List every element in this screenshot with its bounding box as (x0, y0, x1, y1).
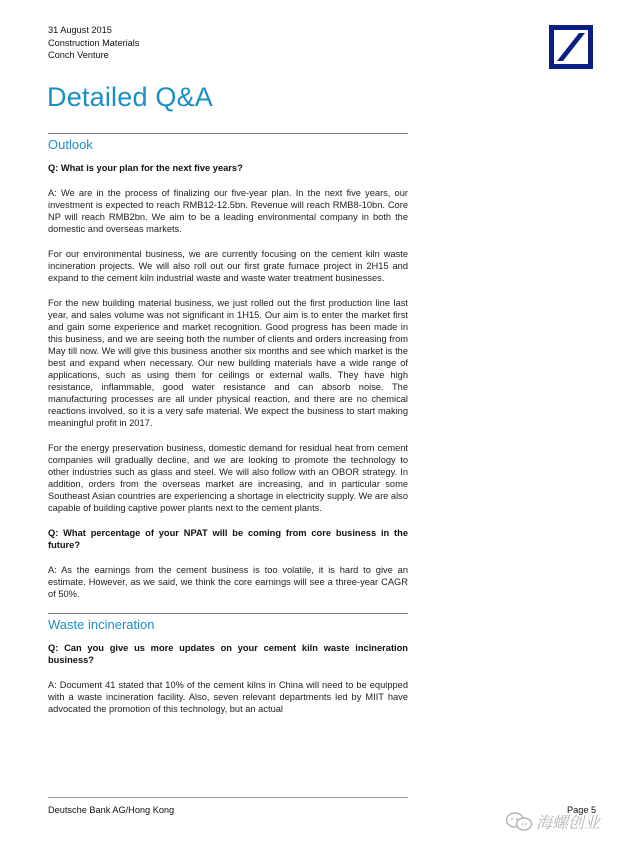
deutsche-bank-logo (549, 25, 593, 69)
question-npat-core-business: Q: What percentage of your NPAT will be coming from core business in the future? (48, 528, 408, 550)
section-rule (48, 613, 408, 614)
question-five-year-plan: Q: What is your plan for the next five years? (48, 163, 243, 173)
answer-npat-core-business: A: As the earnings from the cement business is too volatile, it is hard to give an estimate. However, as we said, we think the core earnings will see a three-year CAGR of 50%. (48, 565, 408, 599)
footer-rule (48, 797, 408, 798)
paragraph-environmental-business: For our environmental business, we are currently focusing on the cement kiln waste incineration projects. We will also roll out our first grate furnace project in 2H15 and expand to the cement kiln industrial waste and waste water treatment businesses. (48, 249, 408, 283)
question-waste-incineration: Q: Can you give us more updates on your cement kiln waste incineration business? (48, 643, 408, 665)
section-title-waste-incineration: Waste incineration (48, 617, 155, 632)
logo-slash-icon (554, 30, 588, 64)
document-header (48, 24, 139, 62)
main-content (48, 133, 408, 728)
report-company: Conch Venture (48, 50, 109, 61)
report-date: 31 August 2015 (48, 25, 112, 35)
answer-waste-incineration: A: Document 41 stated that 10% of the cement kilns in China will need to be equipped with a waste incineration facility. Also, seven relevant departments led by MIIT have advocated the promotion of this technology, but an actual (48, 680, 408, 714)
chat-bubble-icon (505, 811, 533, 833)
paragraph-energy-preservation-business: For the energy preservation business, domestic demand for residual heat from cement companies will gradually decline, and we are looking to promote the technology to other industries such as glass and steel. We will also follow with an OBOR strategy. In addition, orders from the overseas market are increasing, and in particular some Southeast Asian countries are experiencing a shortage in electricity supply. We are also capable of building captive power plants next to the cement plants. (48, 443, 408, 513)
watermark (505, 810, 600, 833)
page-number: Page 5 (567, 805, 597, 815)
section-title-outlook: Outlook (48, 137, 93, 152)
paragraph-building-material-business: For the new building material business, we just rolled out the first production line last year, and sales volume was not significant in 1H15. Our aim is to enter the market first and gain some experience and market recognition. Good progress has been made in this business, and we are seeing both the number of clients and orders increasing from May till now. We will give this business another six months and see which market is the best and expand when necessary. Our new building materials have a wide range of applications, such as using them for ceilings or external walls. They have high resistance, inflammable, good water resistance and can absorb noise. The manufacturing processes are all under physical reaction, and there are no chemical reactions involved, so it is a very safe material. We expect the business to start making meaningful profit in 2017. (48, 298, 408, 428)
watermark-text: 海螺创业 (536, 815, 601, 832)
section-rule (48, 133, 408, 134)
answer-five-year-plan: A: We are in the process of finalizing our five-year plan. In the next five years, our investment is expected to reach RMB12-12.5bn. Revenue will reach RMB8-10bn. Core NP will reach RMB2bn. We aim to be a leading environmental company in both the domestic and overseas markets. (48, 188, 408, 234)
page-title: Detailed Q&A (47, 82, 213, 112)
footer-bank-name: Deutsche Bank AG/Hong Kong (48, 805, 175, 815)
report-sector: Construction Materials (48, 37, 140, 48)
